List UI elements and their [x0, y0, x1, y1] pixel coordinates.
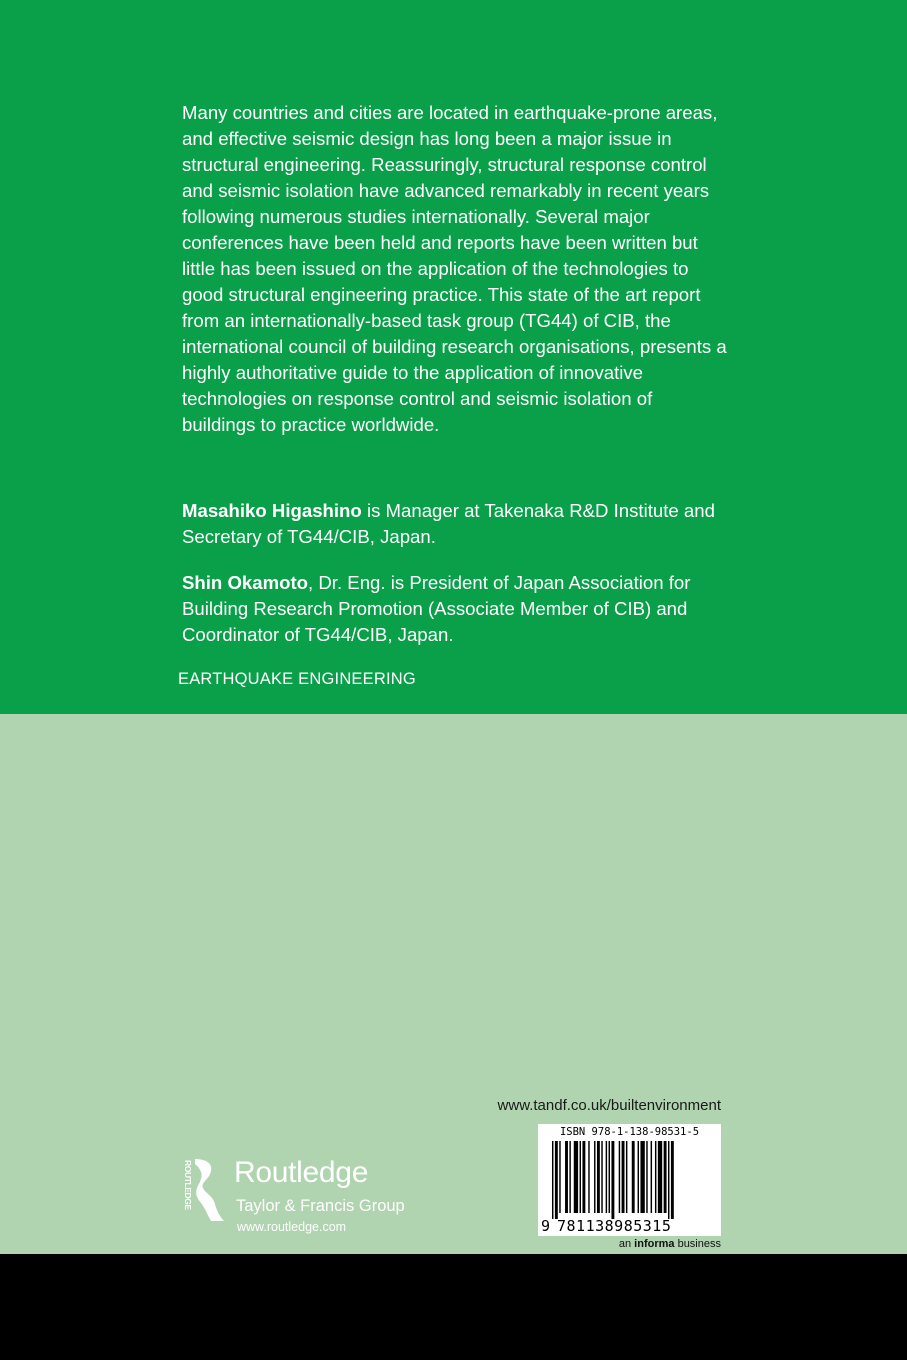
barcode-bar [632, 1141, 635, 1213]
barcode-bar [559, 1141, 560, 1213]
author-bio-1 [182, 498, 742, 550]
middle-panel [0, 714, 907, 1254]
description-text: Many countries and cities are located in earthquake-prone areas, and effective seismic design has long been a major issue in structural engineering. Reassuringly, structural response control and seismic isolation have advanced remarkably in recent years following numerous studies internationally. Several major conferences have been held and reports have been written but little has been issued on the application of the technologies to good structural engineering practice. This state of the art report from an internationally-based task group (TG44) of CIB, the international council of building research organisations, presents a highly authoritative guide to the application of innovative technologies on response control and seismic isolation of buildings to practice worldwide. [182, 102, 727, 435]
barcode-bar [622, 1141, 625, 1213]
svg-text:ROUTLEDGE: ROUTLEDGE [183, 1160, 193, 1210]
barcode-bar [658, 1141, 662, 1213]
book-description [182, 100, 727, 438]
barcode-bar [580, 1141, 581, 1213]
routledge-logo-icon [179, 1158, 225, 1222]
barcode-bar [597, 1141, 600, 1213]
barcode-bar [638, 1141, 639, 1213]
informa-suffix: business [674, 1238, 721, 1250]
barcode-bar [552, 1141, 553, 1219]
barcode-bar [668, 1141, 669, 1219]
author-name: Masahiko Higashino [182, 500, 362, 521]
informa-brand: informa [634, 1238, 675, 1250]
isbn-remaining-digits: 781138985315 [557, 1217, 672, 1235]
barcode-bar [588, 1141, 589, 1213]
barcode-bar [565, 1141, 568, 1213]
publisher-group: Taylor & Francis Group [236, 1197, 405, 1215]
barcode-bar [671, 1141, 674, 1219]
barcode-bar [664, 1141, 667, 1213]
barcode-bar [555, 1141, 558, 1219]
barcode-bar [609, 1141, 610, 1213]
barcode-bar [601, 1141, 602, 1213]
author-bio-2 [182, 570, 742, 648]
isbn-label: ISBN 978-1-138-98531-5 [559, 1126, 700, 1138]
isbn-first-digit: 9 [541, 1217, 551, 1235]
barcode-bar [646, 1141, 647, 1213]
website-link[interactable]: www.tandf.co.uk/builtenvironment [497, 1097, 721, 1114]
barcode-bar [619, 1141, 620, 1213]
barcode-bar [569, 1141, 570, 1213]
bottom-band [0, 1254, 907, 1360]
informa-tagline [560, 1238, 721, 1250]
barcode-bar [626, 1141, 627, 1213]
author-bio-text: , Dr. Eng. is President of Japan Association for Building Research Promotion (Associate Member of CIB) and Coordinator of TG44/CIB, Japan. [182, 572, 691, 645]
barcode-bar [574, 1141, 578, 1213]
barcode-bar [606, 1141, 607, 1213]
publisher-website[interactable]: www.routledge.com [237, 1220, 347, 1234]
barcode-bar [594, 1141, 595, 1213]
author-name: Shin Okamoto [182, 572, 309, 593]
barcode-bars [552, 1141, 716, 1219]
author-bio-text: is Manager at Takenaka R&D Institute and Secretary of TG44/CIB, Japan. [182, 500, 715, 547]
publisher-name: Routledge [234, 1156, 369, 1189]
informa-prefix: an [618, 1238, 635, 1250]
subject-category: EARTHQUAKE ENGINEERING [178, 670, 416, 688]
barcode-bar [611, 1141, 614, 1219]
barcode-bar [655, 1141, 656, 1213]
barcode-bar [582, 1141, 585, 1213]
barcode-bar [640, 1141, 644, 1213]
barcode-bar [651, 1141, 652, 1213]
isbn-barcode [538, 1124, 721, 1236]
